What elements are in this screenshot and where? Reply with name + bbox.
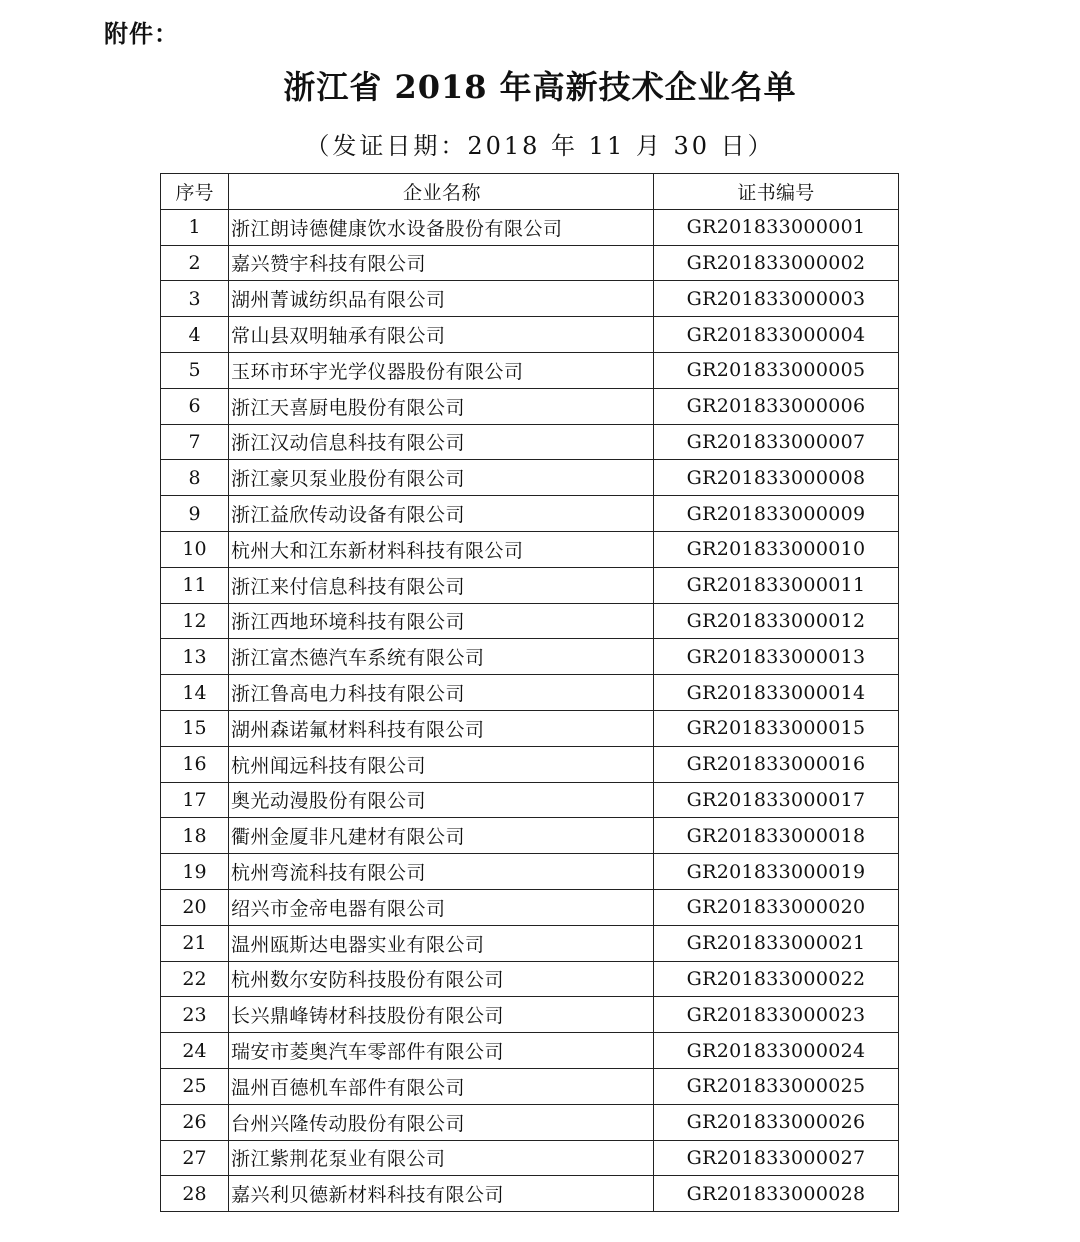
row-enterprise-name: 长兴鼎峰铸材科技股份有限公司 — [229, 997, 654, 1033]
row-certificate-number: GR201833000023 — [654, 997, 899, 1033]
row-enterprise-name: 瑞安市菱奥汽车零部件有限公司 — [229, 1033, 654, 1069]
header-index: 序号 — [161, 174, 229, 210]
row-certificate-number: GR201833000024 — [654, 1033, 899, 1069]
row-certificate-number: GR201833000009 — [654, 496, 899, 532]
table-row — [161, 352, 899, 388]
row-certificate-number: GR201833000027 — [654, 1140, 899, 1176]
row-enterprise-name: 浙江富杰德汽车系统有限公司 — [229, 639, 654, 675]
row-index: 19 — [161, 854, 229, 890]
row-certificate-number: GR201833000022 — [654, 961, 899, 997]
table-row — [161, 496, 899, 532]
row-certificate-number: GR201833000016 — [654, 746, 899, 782]
row-certificate-number: GR201833000005 — [654, 352, 899, 388]
table-row — [161, 675, 899, 711]
row-certificate-number: GR201833000008 — [654, 460, 899, 496]
row-index: 27 — [161, 1140, 229, 1176]
row-enterprise-name: 杭州数尔安防科技股份有限公司 — [229, 961, 654, 997]
row-index: 4 — [161, 317, 229, 353]
row-certificate-number: GR201833000007 — [654, 424, 899, 460]
table-row — [161, 710, 899, 746]
issue-date-subtitle: （发证日期：2018 年 11 月 30 日） — [305, 132, 775, 160]
row-certificate-number: GR201833000003 — [654, 281, 899, 317]
table-row — [161, 1140, 899, 1176]
row-enterprise-name: 嘉兴利贝德新材料科技有限公司 — [229, 1176, 654, 1212]
table-row — [161, 567, 899, 603]
row-enterprise-name: 衢州金厦非凡建材有限公司 — [229, 818, 654, 854]
row-index: 12 — [161, 603, 229, 639]
row-certificate-number: GR201833000021 — [654, 925, 899, 961]
row-index: 22 — [161, 961, 229, 997]
table-header-row — [161, 174, 899, 210]
row-enterprise-name: 常山县双明轴承有限公司 — [229, 317, 654, 353]
row-certificate-number: GR201833000001 — [654, 209, 899, 245]
table-body — [161, 209, 899, 1211]
row-index: 21 — [161, 925, 229, 961]
row-enterprise-name: 杭州大和江东新材料科技有限公司 — [229, 531, 654, 567]
row-index: 3 — [161, 281, 229, 317]
table-row — [161, 854, 899, 890]
row-index: 2 — [161, 245, 229, 281]
row-certificate-number: GR201833000019 — [654, 854, 899, 890]
row-certificate-number: GR201833000013 — [654, 639, 899, 675]
row-enterprise-name: 杭州闻远科技有限公司 — [229, 746, 654, 782]
table-row — [161, 1176, 899, 1212]
table-row — [161, 961, 899, 997]
table-row — [161, 818, 899, 854]
row-index: 13 — [161, 639, 229, 675]
row-certificate-number: GR201833000018 — [654, 818, 899, 854]
row-index: 18 — [161, 818, 229, 854]
row-certificate-number: GR201833000002 — [654, 245, 899, 281]
row-index: 14 — [161, 675, 229, 711]
enterprise-list-table — [160, 173, 899, 1212]
row-index: 8 — [161, 460, 229, 496]
attachment-label: 附件： — [104, 20, 179, 48]
row-index: 26 — [161, 1104, 229, 1140]
table-row — [161, 746, 899, 782]
row-enterprise-name: 杭州弯流科技有限公司 — [229, 854, 654, 890]
row-enterprise-name: 浙江汉动信息科技有限公司 — [229, 424, 654, 460]
table-header — [161, 174, 899, 210]
table-row — [161, 245, 899, 281]
table-row — [161, 1068, 899, 1104]
table-row — [161, 639, 899, 675]
row-enterprise-name: 奥光动漫股份有限公司 — [229, 782, 654, 818]
table-row — [161, 1104, 899, 1140]
row-index: 11 — [161, 567, 229, 603]
row-index: 5 — [161, 352, 229, 388]
row-index: 9 — [161, 496, 229, 532]
document-title: 浙江省 2018 年高新技术企业名单 — [283, 68, 797, 106]
row-index: 17 — [161, 782, 229, 818]
row-certificate-number: GR201833000028 — [654, 1176, 899, 1212]
row-enterprise-name: 浙江豪贝泵业股份有限公司 — [229, 460, 654, 496]
row-index: 28 — [161, 1176, 229, 1212]
row-index: 10 — [161, 531, 229, 567]
row-certificate-number: GR201833000017 — [654, 782, 899, 818]
row-index: 23 — [161, 997, 229, 1033]
row-enterprise-name: 绍兴市金帝电器有限公司 — [229, 889, 654, 925]
table-row — [161, 1033, 899, 1069]
row-enterprise-name: 嘉兴赞宇科技有限公司 — [229, 245, 654, 281]
row-enterprise-name: 台州兴隆传动股份有限公司 — [229, 1104, 654, 1140]
row-index: 1 — [161, 209, 229, 245]
table-row — [161, 281, 899, 317]
row-index: 20 — [161, 889, 229, 925]
row-index: 24 — [161, 1033, 229, 1069]
row-certificate-number: GR201833000015 — [654, 710, 899, 746]
row-certificate-number: GR201833000025 — [654, 1068, 899, 1104]
table-row — [161, 388, 899, 424]
table-row — [161, 424, 899, 460]
table-row — [161, 997, 899, 1033]
row-certificate-number: GR201833000026 — [654, 1104, 899, 1140]
table-row — [161, 925, 899, 961]
table-row — [161, 209, 899, 245]
row-certificate-number: GR201833000012 — [654, 603, 899, 639]
table-row — [161, 889, 899, 925]
row-index: 7 — [161, 424, 229, 460]
row-index: 6 — [161, 388, 229, 424]
row-enterprise-name: 浙江天喜厨电股份有限公司 — [229, 388, 654, 424]
row-enterprise-name: 湖州菁诚纺织品有限公司 — [229, 281, 654, 317]
row-enterprise-name: 温州瓯斯达电器实业有限公司 — [229, 925, 654, 961]
row-enterprise-name: 玉环市环宇光学仪器股份有限公司 — [229, 352, 654, 388]
row-certificate-number: GR201833000011 — [654, 567, 899, 603]
row-certificate-number: GR201833000010 — [654, 531, 899, 567]
row-enterprise-name: 浙江西地环境科技有限公司 — [229, 603, 654, 639]
row-certificate-number: GR201833000006 — [654, 388, 899, 424]
row-enterprise-name: 浙江来付信息科技有限公司 — [229, 567, 654, 603]
table-row — [161, 603, 899, 639]
row-enterprise-name: 浙江鲁高电力科技有限公司 — [229, 675, 654, 711]
row-index: 16 — [161, 746, 229, 782]
header-certificate-number: 证书编号 — [654, 174, 899, 210]
row-enterprise-name: 浙江朗诗德健康饮水设备股份有限公司 — [229, 209, 654, 245]
row-enterprise-name: 浙江益欣传动设备有限公司 — [229, 496, 654, 532]
row-index: 25 — [161, 1068, 229, 1104]
row-enterprise-name: 浙江紫荆花泵业有限公司 — [229, 1140, 654, 1176]
table-row — [161, 531, 899, 567]
row-index: 15 — [161, 710, 229, 746]
row-certificate-number: GR201833000020 — [654, 889, 899, 925]
header-enterprise-name: 企业名称 — [229, 174, 654, 210]
row-enterprise-name: 湖州森诺氟材料科技有限公司 — [229, 710, 654, 746]
table-row — [161, 317, 899, 353]
table-row — [161, 460, 899, 496]
row-enterprise-name: 温州百德机车部件有限公司 — [229, 1068, 654, 1104]
row-certificate-number: GR201833000004 — [654, 317, 899, 353]
row-certificate-number: GR201833000014 — [654, 675, 899, 711]
table-row — [161, 782, 899, 818]
